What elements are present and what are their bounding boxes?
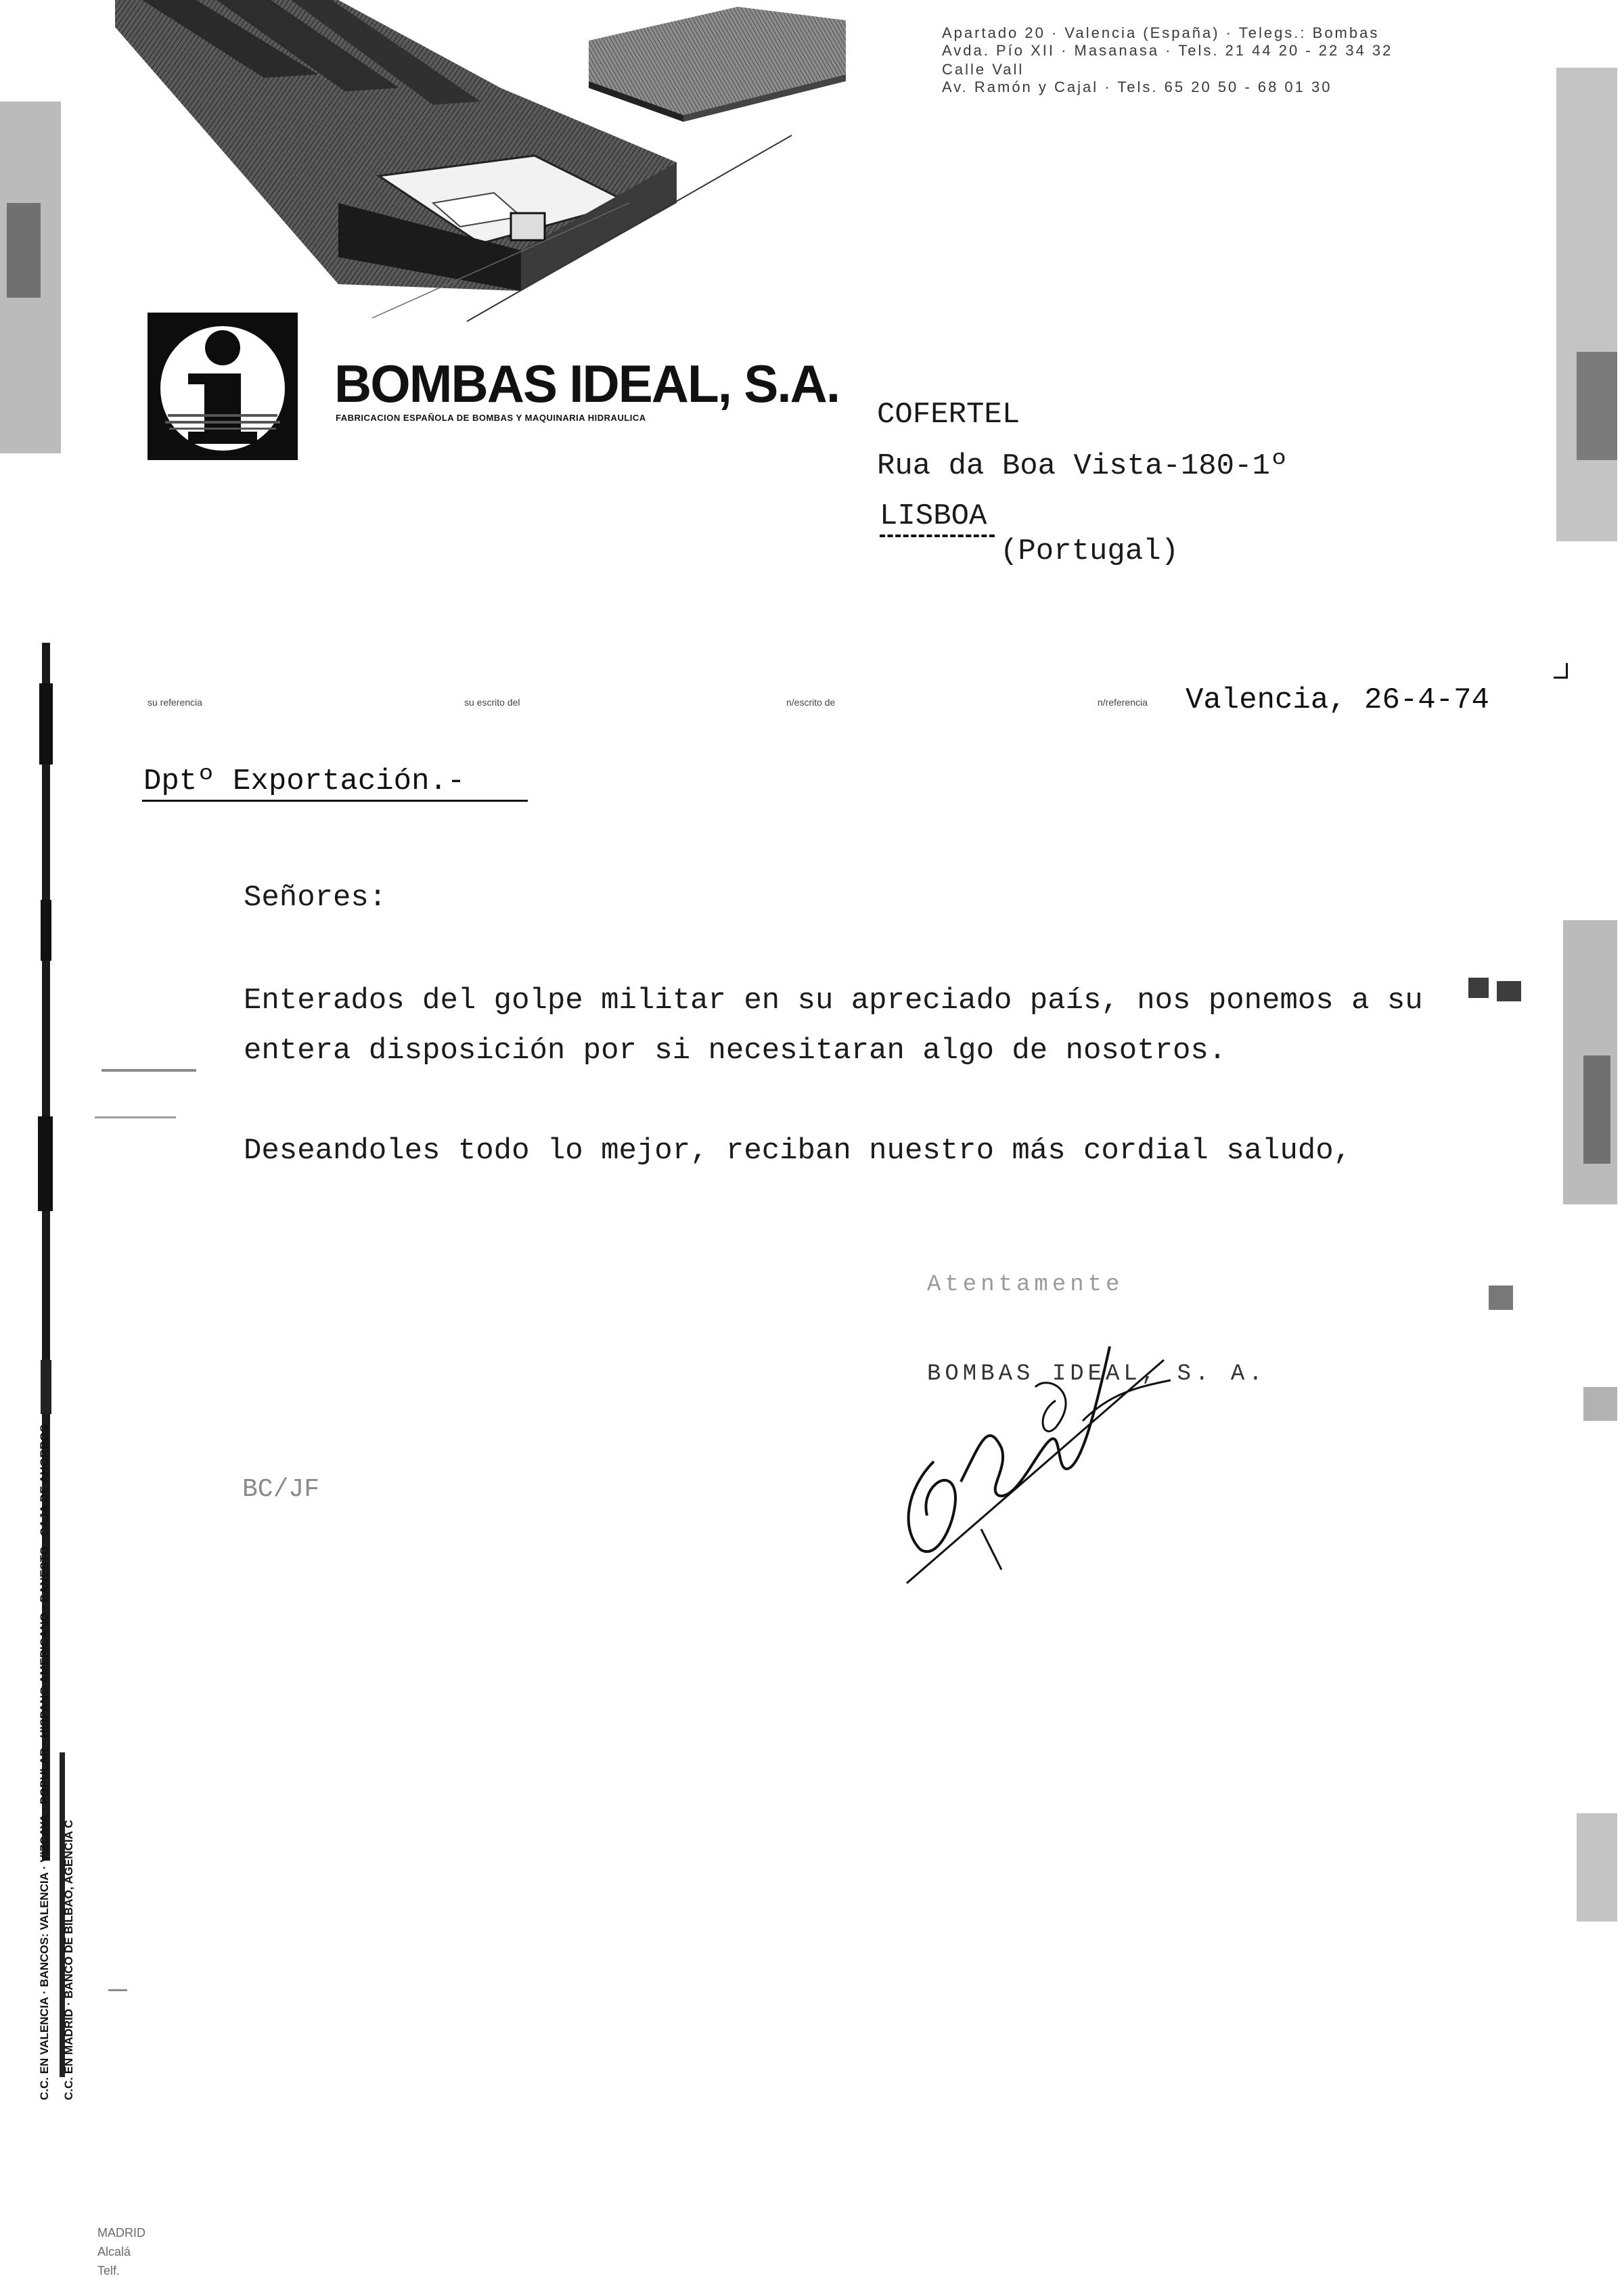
address-line-3: Calle Vall bbox=[942, 61, 1024, 78]
label-nuestra-referencia: n/referencia bbox=[1098, 697, 1148, 708]
typist-initials: BC/JF bbox=[242, 1475, 320, 1504]
closing-atentamente: Atentamente bbox=[927, 1272, 1124, 1298]
recipient-city: LISBOA bbox=[880, 499, 987, 533]
left-margin-note: C.C. EN VALENCIA · BANCOS: VALENCIA · VIZCAYA · POPULAR · HISPANO AMERICANO · BANESTO · CAJA DE AHORROS bbox=[38, 1424, 51, 2100]
label-su-referencia: su referencia bbox=[148, 697, 202, 708]
letter-date: Valencia, 26-4-74 bbox=[1186, 683, 1489, 717]
footer-line-1: MADRID bbox=[97, 2226, 145, 2240]
salutation: Señores: bbox=[244, 881, 387, 915]
recipient-country: (Portugal) bbox=[1000, 535, 1179, 568]
department-line: Dptº Exportación.- bbox=[143, 765, 466, 798]
company-tagline: FABRICACION ESPAÑOLA DE BOMBAS Y MAQUINARIA HIDRAULICA bbox=[336, 413, 646, 423]
address-line-1: Apartado 20 · Valencia (España) · Telegs.: Bombas bbox=[942, 24, 1380, 41]
footer-line-3: Telf. bbox=[97, 2264, 120, 2277]
signature-company: BOMBAS IDEAL, S. A. bbox=[927, 1361, 1267, 1387]
paragraph-line-2: entera disposición por si necesitaran algo de nosotros. bbox=[244, 1034, 1227, 1068]
left-margin-note-2: C.C. EN MADRID · BANCO DE BILBAO, AGENCIA C bbox=[62, 1819, 75, 2100]
closing-line: Deseandoles todo lo mejor, reciban nuestro más cordial saludo, bbox=[244, 1134, 1352, 1168]
paragraph-line-1: Enterados del golpe militar en su apreciado país, nos ponemos a su bbox=[244, 984, 1423, 1018]
company-name: BOMBAS IDEAL, S.A. bbox=[334, 354, 840, 413]
address-line-4: Av. Ramón y Cajal · Tels. 65 20 50 - 68 01 30 bbox=[942, 78, 1332, 95]
recipient-street: Rua da Boa Vista-180-1º bbox=[877, 449, 1288, 483]
footer-line-2: Alcalá bbox=[97, 2245, 131, 2258]
address-line-2: Avda. Pío XII · Masanasa · Tels. 21 44 20 - 22 34 32 bbox=[942, 42, 1393, 59]
recipient-name: COFERTEL bbox=[877, 398, 1020, 432]
label-nuestro-escrito: n/escrito de bbox=[786, 697, 836, 708]
label-su-escrito-del: su escrito del bbox=[464, 697, 520, 708]
